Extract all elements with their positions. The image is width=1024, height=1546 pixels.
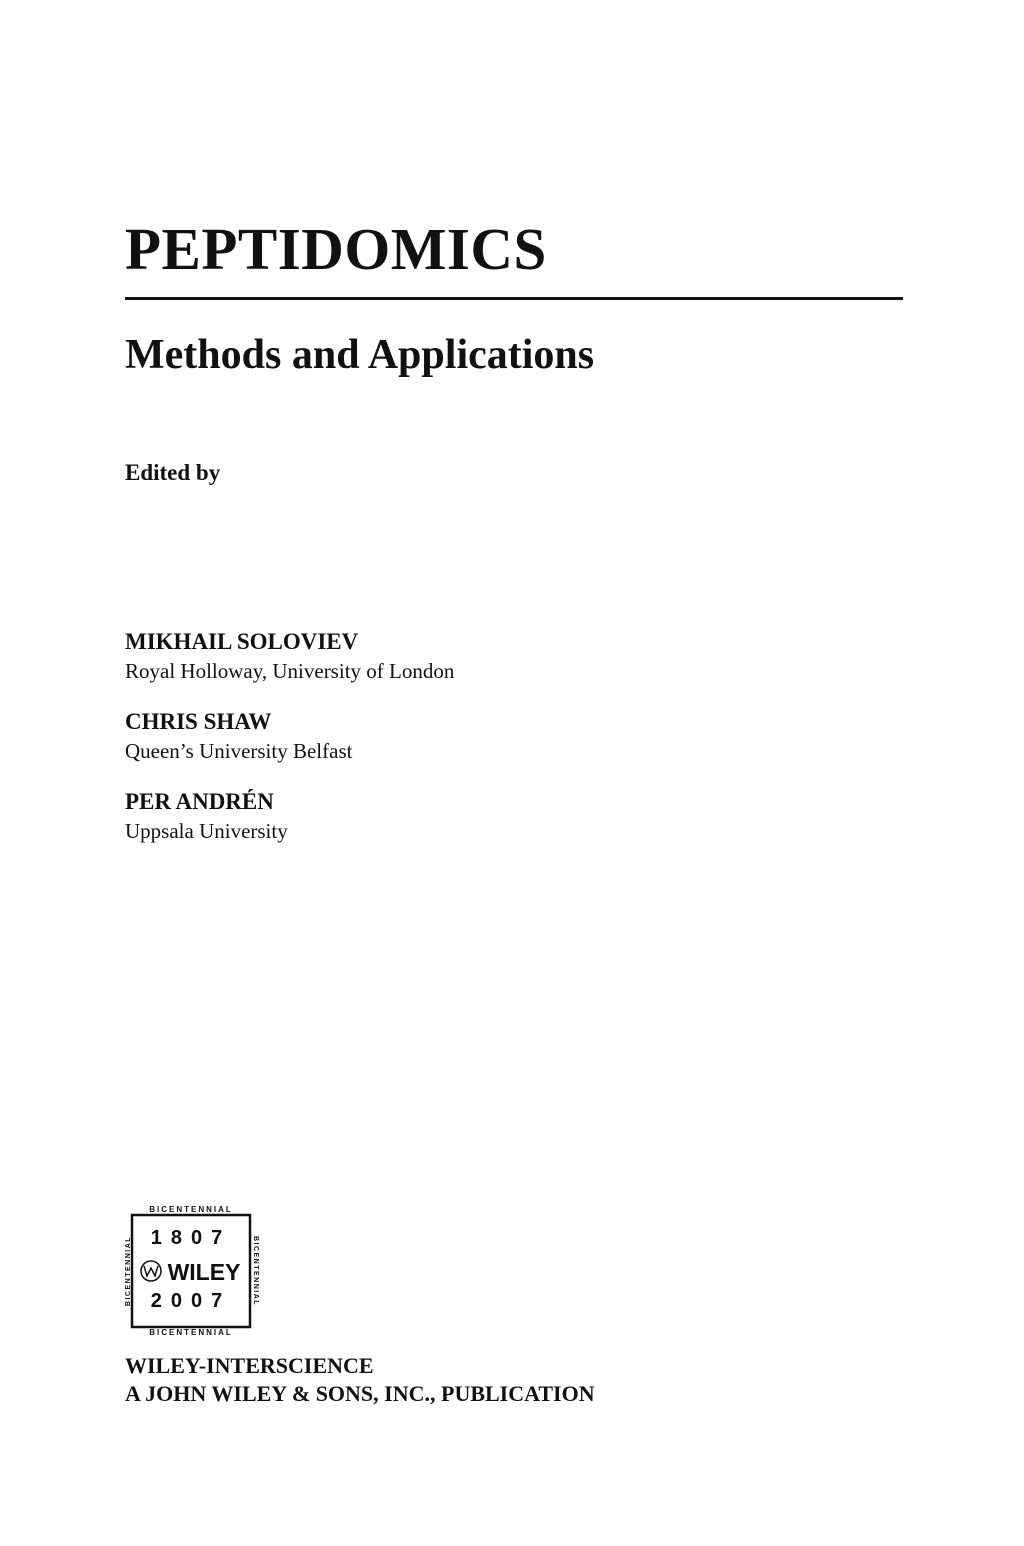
title-rule: [125, 297, 903, 300]
wiley-emblem-icon: [141, 1261, 161, 1281]
editor-entry: [125, 708, 454, 768]
editor-affiliation: Royal Holloway, University of London: [125, 659, 455, 683]
logo-brand: WILEY: [167, 1259, 241, 1285]
editor-entry: [125, 788, 454, 848]
logo-ring-text-left: BICENTENNIAL: [125, 1235, 132, 1307]
logo-year-start: 1807: [150, 1227, 232, 1249]
editor-name: MIKHAIL SOLOVIEV: [125, 629, 359, 654]
book-title: PEPTIDOMICS: [125, 216, 547, 282]
book-subtitle: Methods and Applications: [125, 332, 595, 378]
publisher-imprint: WILEY-INTERSCIENCE: [125, 1353, 374, 1378]
logo-ring-text-top: BICENTENNIAL: [149, 1205, 233, 1214]
editor-name: CHRIS SHAW: [125, 709, 272, 734]
edited-by-label: Edited by: [125, 460, 221, 485]
wiley-bicentennial-logo: [124, 1206, 258, 1336]
editor-entry: [125, 628, 454, 688]
editor-affiliation: Uppsala University: [125, 819, 288, 843]
logo-ring-text-right: BICENTENNIAL: [252, 1235, 259, 1307]
logo-year-end: 2007: [150, 1290, 232, 1312]
editor-affiliation: Queen’s University Belfast: [125, 739, 353, 763]
publisher-block: [125, 1352, 595, 1408]
editors-list: [125, 628, 454, 868]
publisher-line: A JOHN WILEY & SONS, INC., PUBLICATION: [125, 1381, 595, 1406]
editor-name: PER ANDRÉN: [125, 789, 274, 814]
logo-ring-text-bottom: BICENTENNIAL: [149, 1328, 233, 1337]
